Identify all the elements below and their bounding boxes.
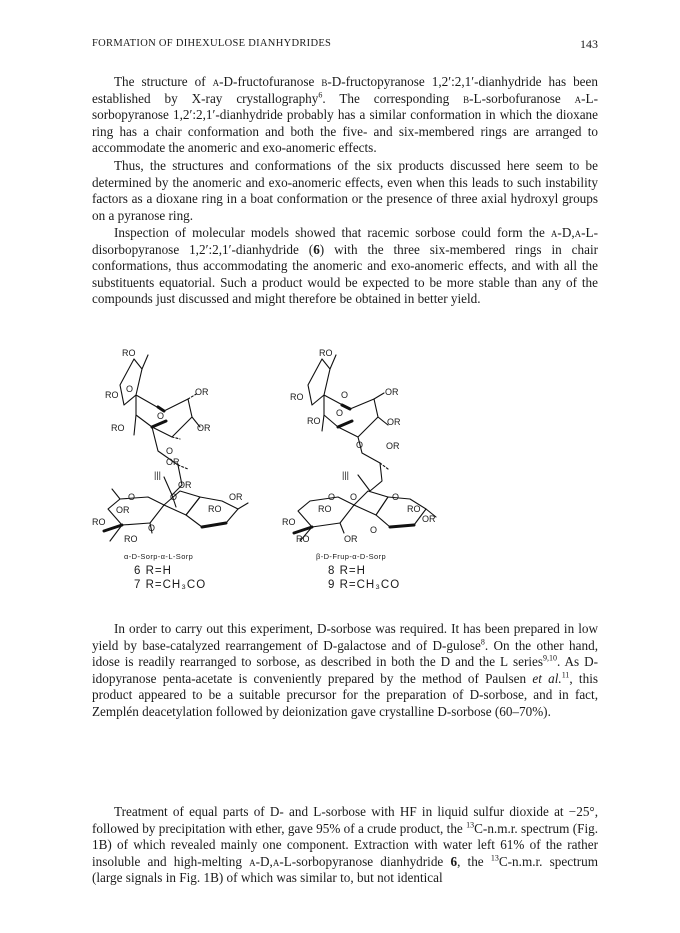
structure-figure bbox=[92, 345, 598, 615]
paragraph-1: The structure of α-D-fructofuranose β-D-fructopyranose 1,2′:2,1′-dianhydride has been established by X-ray crystallography$^6$. The corresponding β-L-sorbofuranose α-L-sorbopyranose 1,2′:2,1′-dianhydride probably has a similar conformation in which the dioxane ring has a chair conformation and both the five- and six-membered rings are arranged to accommodate the anomeric and exo-anomeric effects. bbox=[92, 74, 598, 156]
running-title: FORMATION OF DIHEXULOSE DIANHYDRIDES bbox=[92, 38, 332, 49]
substituent-label: OR bbox=[197, 423, 211, 433]
paragraph-4: In order to carry out this experiment, D-sorbose was required. It has been prepared in low yield by base-catalyzed rearrangement of D-galactose and of D-gulose$^8$. On the other hand, idose is readily rearranged to sorbose, as described in both the D and the L series$^{9,10}$. As D-idopyranose penta-acetate is conveniently prepared by the method of Paulsen et al.$^{11}$, this product appeared to be a suitable precursor for the preparation of D-sorbose, and in fact, Zemplén deacetylation followed by deionization gave crystalline D-sorbose (60–70%). bbox=[92, 621, 598, 719]
substituent-label: RO bbox=[105, 390, 119, 400]
substituent-label: OR bbox=[387, 417, 401, 427]
ring-oxygen-label: O bbox=[126, 384, 134, 394]
substituent-label: RO bbox=[122, 348, 136, 358]
page-number: 143 bbox=[580, 37, 598, 51]
ring-oxygen-label: O bbox=[328, 492, 336, 502]
ring-oxygen-label: O bbox=[157, 411, 165, 421]
substituent-label: RO bbox=[92, 517, 106, 527]
substituent-label: OR bbox=[385, 387, 399, 397]
substituent-label: RO bbox=[208, 504, 222, 514]
substituent-label: OR bbox=[195, 387, 209, 397]
ring-oxygen-label: O bbox=[341, 390, 349, 400]
left-structure-caption: α-D-Sorp-α-L-Sorp bbox=[124, 552, 194, 561]
substituent-label: RO bbox=[318, 504, 332, 514]
compound-6-label: 6 R=H bbox=[134, 565, 172, 577]
substituent-label: OR bbox=[386, 441, 400, 451]
compound-9-label: 9 R=CH₃CO bbox=[328, 579, 401, 591]
compound-7-label: 7 R=CH₃CO bbox=[134, 579, 207, 591]
ring-oxygen-label: O bbox=[128, 492, 136, 502]
substituent-label: RO bbox=[319, 348, 333, 358]
ring-oxygen-label: O bbox=[356, 440, 364, 450]
right-structure-caption: β-D-Frup-α-D-Sorp bbox=[316, 552, 387, 561]
substituent-label: OR bbox=[229, 492, 243, 502]
substituent-label: OR bbox=[422, 514, 436, 524]
substituent-label: RO bbox=[111, 423, 125, 433]
paragraph-2: Thus, the structures and conformations of the six products discussed here seem to be determined by the anomeric and exo-anomeric effects, even when this leads to such instability factors as a dioxane ring in a boat conformation or the presence of three axial hydroxyl groups on a pyranose ring. bbox=[92, 158, 598, 223]
ring-oxygen-label: O bbox=[166, 446, 174, 456]
paragraph-5: Treatment of equal parts of D- and L-sorbose with HF in liquid sulfur dioxide at −25°, followed by precipitation with ether, gave 95% of a crude product, the $^{13}$C-n.m.r. spectrum (Fig. 1B) of which revealed mainly one component. Extraction with water left 61% of the rather insoluble and high-melting α-D,α-L-sorbopyranose dianhydride 6, the $^{13}$C-n.m.r. spectrum (large signals in Fig. 1B) of which was similar to, but not identical bbox=[92, 804, 598, 886]
ring-oxygen-label: O bbox=[336, 408, 344, 418]
ring-oxygen-label: O bbox=[350, 492, 358, 502]
substituent-label: OR bbox=[116, 505, 130, 515]
right-chair-structure bbox=[294, 491, 436, 541]
ring-oxygen-label: O bbox=[392, 492, 400, 502]
equivalence-mark: ||| bbox=[342, 470, 350, 480]
compound-8-label: 8 R=H bbox=[328, 565, 366, 577]
substituent-label: OR bbox=[166, 457, 180, 467]
ring-oxygen-label: O bbox=[370, 525, 378, 535]
paragraph-3: Inspection of molecular models showed that racemic sorbose could form the α-D,α-L-disorbopyranose 1,2′:2,1′-dianhydride (6) with the three six-membered rings in chair conformations, thus accommodating the anomeric and exo-anomeric effects, and with all the substituents equatorial. Such a product would be expected to be more stable than any of the compounds just discussed and might therefore be obtained in better yield. bbox=[92, 225, 599, 307]
substituent-label: RO bbox=[124, 534, 138, 544]
ring-oxygen-label: O bbox=[170, 492, 178, 502]
substituent-label: RO bbox=[407, 504, 421, 514]
substituent-label: RO bbox=[307, 416, 321, 426]
equivalence-mark: ||| bbox=[154, 470, 162, 480]
page-header bbox=[92, 38, 598, 54]
substituent-label: OR bbox=[344, 534, 358, 544]
ring-oxygen-label: O bbox=[148, 523, 156, 533]
substituent-label: RO bbox=[296, 534, 310, 544]
substituent-label: RO bbox=[282, 517, 296, 527]
substituent-label: OR bbox=[178, 480, 192, 490]
substituent-label: RO bbox=[290, 392, 304, 402]
